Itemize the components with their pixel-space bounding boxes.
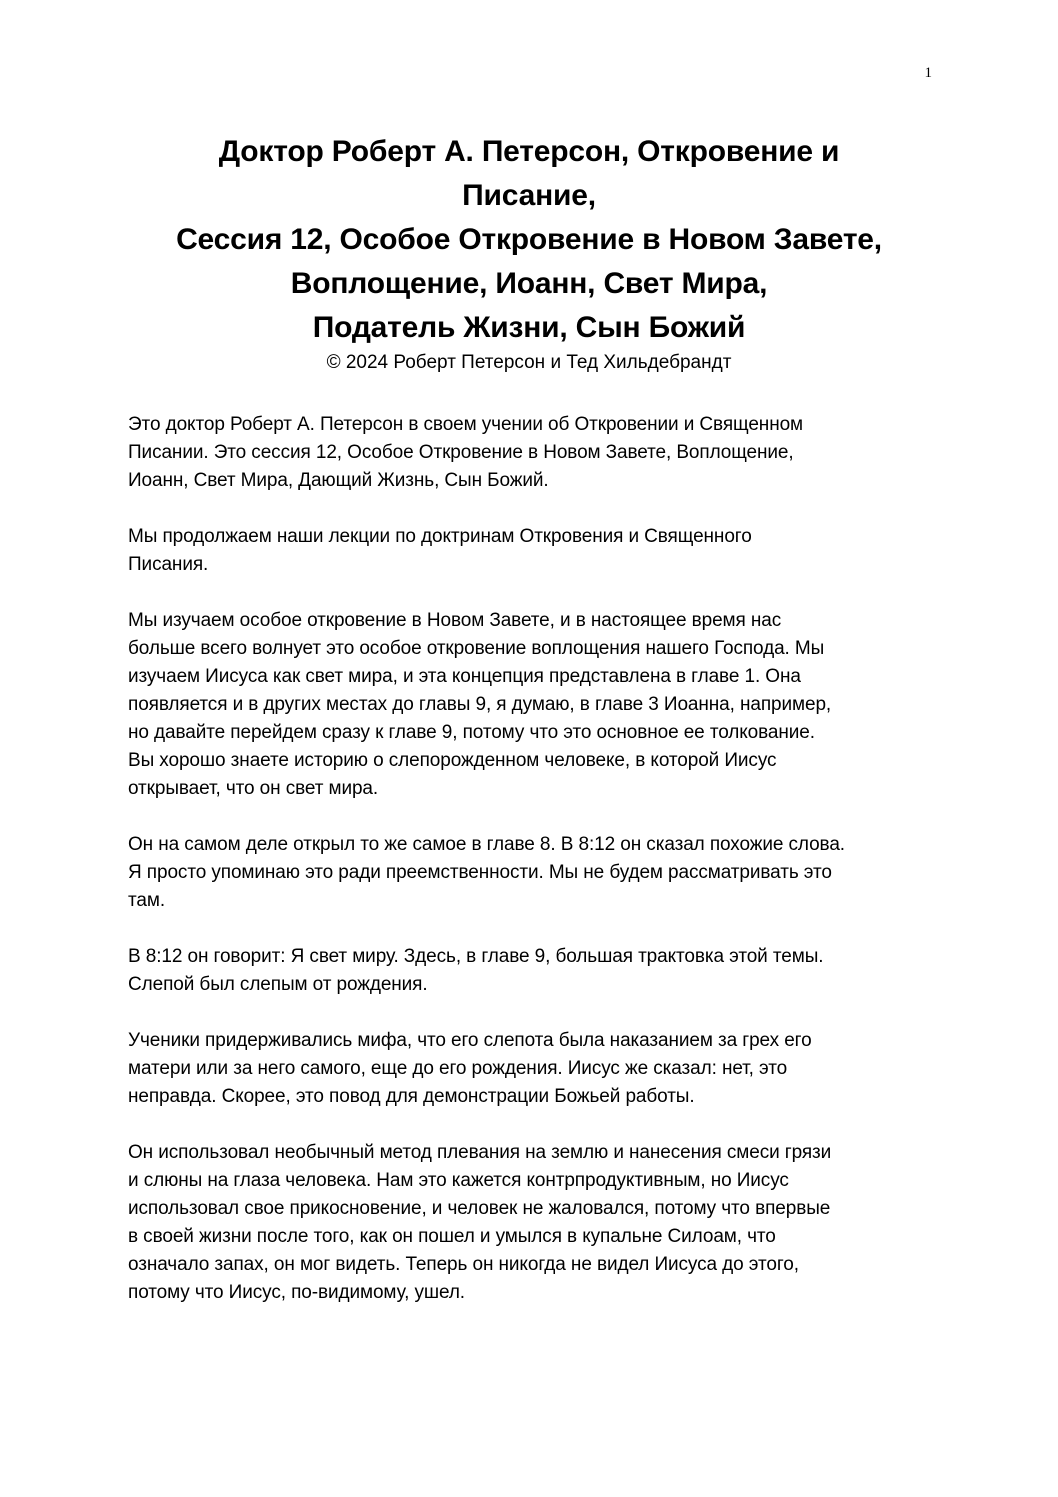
- paragraph: [128, 831, 938, 915]
- text-line: Слепой был слепым от рождения.: [128, 974, 428, 995]
- title-line: Писание,: [462, 179, 596, 212]
- text-line: Вы хорошо знаете историю о слепорожденном человеке, в которой Иисус: [128, 750, 777, 771]
- document-body: [128, 411, 938, 1335]
- text-line: появляется и в других местах до главы 9, я думаю, в главе 3 Иоанна, например,: [128, 694, 832, 715]
- text-line: но давайте перейдем сразу к главе 9, потому что это основное ее толкование.: [128, 722, 815, 743]
- paragraph: [128, 607, 938, 803]
- text-line: матери или за него самого, еще до его рождения. Иисус же сказал: нет, это: [128, 1058, 788, 1079]
- paragraph: [128, 1139, 938, 1307]
- title-line: Податель Жизни, Сын Божий: [312, 311, 746, 344]
- title-line: Воплощение, Иоанн, Свет Мира,: [290, 267, 768, 300]
- text-line: Ученики придерживались мифа, что его слепота была наказанием за грех его: [128, 1030, 812, 1051]
- text-line: Писания.: [128, 554, 209, 575]
- text-line: Он использовал необычный метод плевания на землю и нанесения смеси грязи: [128, 1142, 832, 1163]
- paragraph: [128, 411, 938, 495]
- title-line: Доктор Роберт А. Петерсон, Откровение и: [218, 135, 840, 168]
- text-line: Писании. Это сессия 12, Особое Откровение в Новом Завете, Воплощение,: [128, 442, 794, 463]
- title-line: Сессия 12, Особое Откровение в Новом Завете,: [176, 223, 882, 256]
- text-line: открывает, что он свет мира.: [128, 778, 379, 799]
- paragraph: [128, 943, 938, 999]
- text-line: Это доктор Роберт А. Петерсон в своем учении об Откровении и Священном: [128, 414, 804, 435]
- text-line: означало запах, он мог видеть. Теперь он никогда не видел Иисуса до этого,: [128, 1254, 799, 1275]
- text-line: Иоанн, Свет Мира, Дающий Жизнь, Сын Божий.: [128, 470, 549, 491]
- text-line: Он на самом деле открыл то же самое в главе 8. В 8:12 он сказал похожие слова.: [128, 834, 845, 855]
- document-title-block: [100, 130, 958, 376]
- text-line: использовал свое прикосновение, и человек не жаловался, потому что впервые: [128, 1198, 831, 1219]
- text-line: изучаем Иисуса как свет мира, и эта концепция представлена в главе 1. Она: [128, 666, 801, 687]
- copyright-notice: © 2024 Роберт Петерсон и Тед Хильдебрандт: [326, 352, 732, 373]
- text-line: Мы изучаем особое откровение в Новом Завете, и в настоящее время нас: [128, 610, 782, 631]
- text-line: потому что Иисус, по-видимому, ушел.: [128, 1282, 465, 1303]
- text-line: неправда. Скорее, это повод для демонстрации Божьей работы.: [128, 1086, 695, 1107]
- text-line: в своей жизни после того, как он пошел и умылся в купальне Силоам, что: [128, 1226, 776, 1247]
- text-line: Мы продолжаем наши лекции по доктринам Откровения и Священного: [128, 526, 752, 547]
- text-line: больше всего волнует это особое откровение воплощения нашего Господа. Мы: [128, 638, 825, 659]
- text-line: там.: [128, 890, 165, 911]
- page-number: 1: [924, 65, 932, 81]
- text-line: Я просто упоминаю это ради преемственности. Мы не будем рассматривать это: [128, 862, 832, 883]
- paragraph: [128, 1027, 938, 1111]
- paragraph: [128, 523, 938, 579]
- text-line: и слюны на глаза человека. Нам это кажется контрпродуктивным, но Иисус: [128, 1170, 789, 1191]
- text-line: В 8:12 он говорит: Я свет миру. Здесь, в главе 9, большая трактовка этой темы.: [128, 946, 824, 967]
